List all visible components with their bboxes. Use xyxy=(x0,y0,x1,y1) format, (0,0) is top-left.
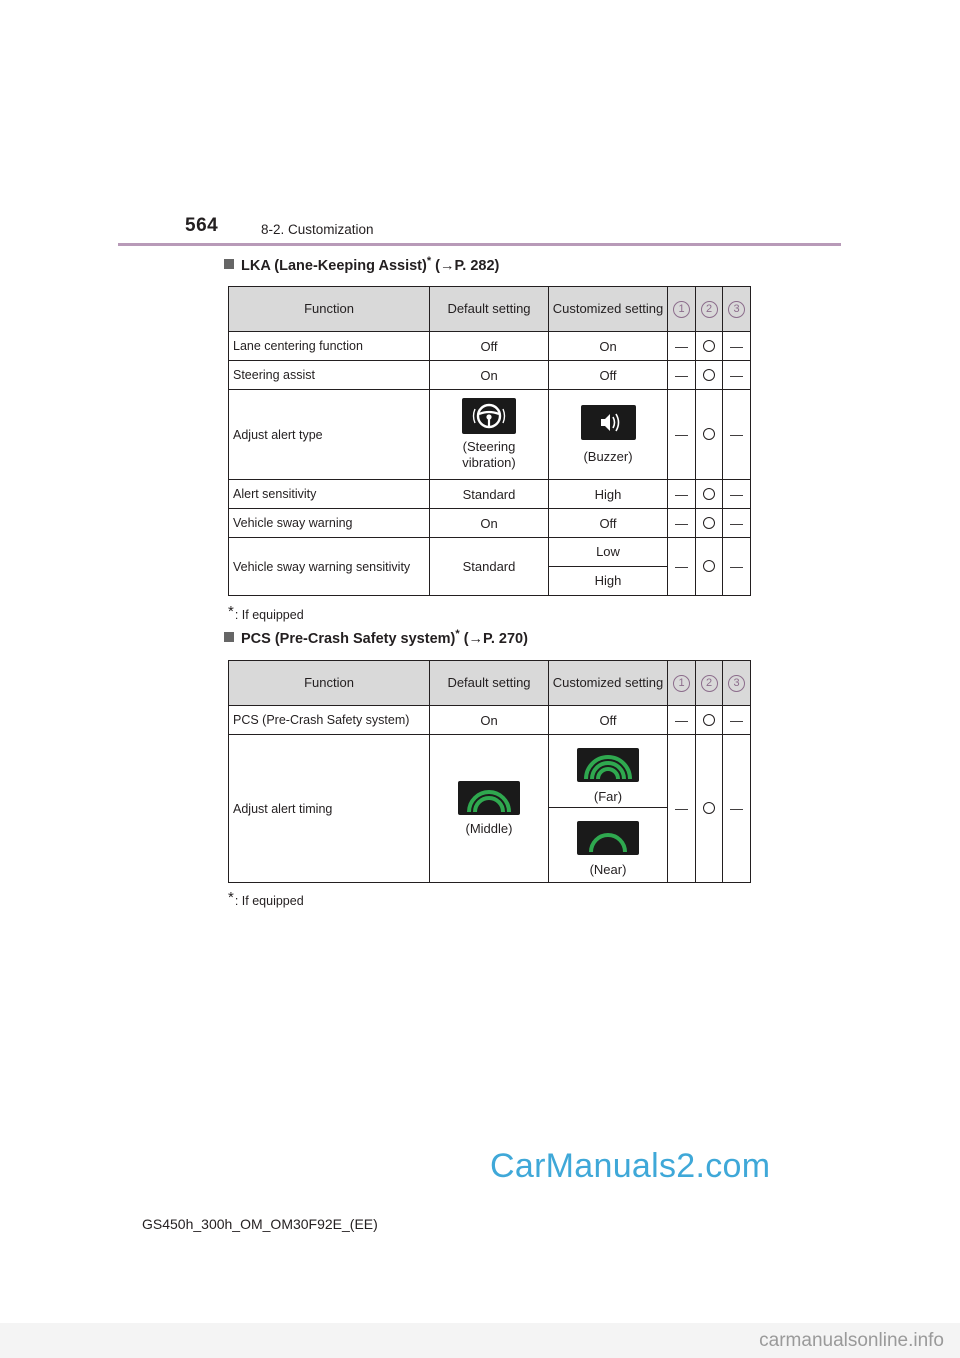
col-3 xyxy=(723,661,751,706)
cell-custom: High xyxy=(549,480,668,509)
near-caption: (Near) xyxy=(589,862,627,877)
number-3-icon: 3 xyxy=(728,675,745,692)
number-1-icon: 1 xyxy=(673,675,690,692)
circle-mark-icon xyxy=(703,340,715,352)
cell-default xyxy=(430,390,549,480)
lka-footnote xyxy=(228,603,304,622)
cell-default: Standard xyxy=(430,538,549,596)
cell-default: On xyxy=(430,706,549,735)
table-row xyxy=(229,390,751,480)
cell-c2 xyxy=(696,538,723,596)
buzzer-icon xyxy=(581,405,636,440)
col-default: Default setting xyxy=(430,287,549,332)
cell-default: Off xyxy=(430,332,549,361)
cell-c3: — xyxy=(723,390,751,480)
cell-c3: — xyxy=(723,509,751,538)
circle-mark-icon xyxy=(703,488,715,500)
site-strip-text: carmanualsonline.info xyxy=(759,1330,944,1351)
circle-mark-icon xyxy=(703,714,715,726)
lka-page-ref[interactable]: (→P. 282) xyxy=(435,257,500,274)
steering-wheel-icon xyxy=(462,398,516,434)
cell-c1: — xyxy=(668,390,696,480)
pcs-footnote xyxy=(228,889,304,908)
cell-c2 xyxy=(696,390,723,480)
cell-c2 xyxy=(696,332,723,361)
cell-custom: Off xyxy=(549,361,668,390)
table-row xyxy=(229,332,751,361)
lka-title: LKA (Lane-Keeping Assist) xyxy=(241,257,427,274)
cell-c3: — xyxy=(723,706,751,735)
cell-default: On xyxy=(430,361,549,390)
table-row xyxy=(229,538,751,596)
asterisk: * xyxy=(426,255,432,267)
custom-option-far xyxy=(549,735,667,808)
bullet-square-icon xyxy=(224,259,234,269)
cell-custom xyxy=(549,538,668,596)
cell-function: Lane centering function xyxy=(229,332,430,361)
cell-custom: On xyxy=(549,332,668,361)
cell-default: On xyxy=(430,509,549,538)
table-header-row xyxy=(229,287,751,332)
page-number: 564 xyxy=(185,215,219,236)
cell-default xyxy=(430,735,549,883)
lka-table xyxy=(228,286,751,596)
circle-mark-icon xyxy=(703,802,715,814)
pcs-table xyxy=(228,660,751,883)
cell-function: Vehicle sway warning xyxy=(229,509,430,538)
number-3-icon: 3 xyxy=(728,301,745,318)
asterisk: * xyxy=(455,628,460,640)
circle-mark-icon xyxy=(703,369,715,381)
header-rule xyxy=(118,243,841,246)
cell-function: Vehicle sway warning sensitivity xyxy=(229,538,430,596)
cell-c1: — xyxy=(668,480,696,509)
cell-c1: — xyxy=(668,735,696,883)
table-row xyxy=(229,735,751,883)
col-3 xyxy=(723,287,751,332)
cell-c1: — xyxy=(668,361,696,390)
col-2 xyxy=(696,287,723,332)
pcs-footnote-text: : If equipped xyxy=(234,894,304,908)
far-caption: (Far) xyxy=(593,789,623,804)
lka-footnote-text: : If equipped xyxy=(234,608,304,622)
alert-timing-far-icon xyxy=(577,748,639,782)
cell-function: Steering assist xyxy=(229,361,430,390)
col-custom: Customized setting xyxy=(549,287,668,332)
cell-function: Alert sensitivity xyxy=(229,480,430,509)
custom-option-high: High xyxy=(594,573,622,588)
cell-c2 xyxy=(696,706,723,735)
steering-caption: (Steering vibration) xyxy=(462,439,516,470)
cell-c3: — xyxy=(723,361,751,390)
circle-mark-icon xyxy=(703,428,715,440)
col-2 xyxy=(696,661,723,706)
number-2-icon: 2 xyxy=(701,301,718,318)
cell-c3: — xyxy=(723,480,751,509)
cell-c2 xyxy=(696,480,723,509)
col-custom: Customized setting xyxy=(549,661,668,706)
alert-timing-near-icon xyxy=(577,821,639,855)
watermark-logo: CarManuals2.com xyxy=(490,1147,771,1185)
cell-c2 xyxy=(696,735,723,883)
table-row xyxy=(229,480,751,509)
col-function: Function xyxy=(229,661,430,706)
cell-c3: — xyxy=(723,735,751,883)
circle-mark-icon xyxy=(703,517,715,529)
pcs-heading xyxy=(224,628,528,647)
cell-c1: — xyxy=(668,538,696,596)
cell-c3: — xyxy=(723,332,751,361)
cell-custom: Off xyxy=(549,706,668,735)
cell-function: Adjust alert timing xyxy=(229,735,430,883)
cell-custom: Off xyxy=(549,509,668,538)
pcs-page-ref[interactable]: (→P. 270) xyxy=(463,630,528,647)
custom-option-near xyxy=(549,808,667,882)
alert-timing-middle-icon xyxy=(458,781,520,815)
section-title: 8-2. Customization xyxy=(261,222,374,237)
cell-c2 xyxy=(696,361,723,390)
col-1 xyxy=(668,661,696,706)
buzzer-caption: (Buzzer) xyxy=(583,448,633,464)
number-2-icon: 2 xyxy=(701,675,718,692)
cell-function: Adjust alert type xyxy=(229,390,430,480)
lka-heading xyxy=(224,255,499,274)
circle-mark-icon xyxy=(703,560,715,572)
middle-caption: (Middle) xyxy=(465,820,513,836)
custom-option-low: Low xyxy=(549,538,667,567)
table-header-row xyxy=(229,661,751,706)
col-function: Function xyxy=(229,287,430,332)
table-row xyxy=(229,706,751,735)
table-row xyxy=(229,509,751,538)
cell-c2 xyxy=(696,509,723,538)
cell-c1: — xyxy=(668,706,696,735)
cell-custom xyxy=(549,735,668,883)
bullet-square-icon xyxy=(224,632,234,642)
asterisk: * xyxy=(228,889,234,906)
table-row xyxy=(229,361,751,390)
asterisk: * xyxy=(228,603,234,620)
col-1 xyxy=(668,287,696,332)
site-strip xyxy=(0,1323,960,1358)
pcs-title: PCS (Pre-Crash Safety system) xyxy=(241,630,456,647)
number-1-icon: 1 xyxy=(673,301,690,318)
col-default: Default setting xyxy=(430,661,549,706)
cell-c3: — xyxy=(723,538,751,596)
document-code: GS450h_300h_OM_OM30F92E_(EE) xyxy=(142,1216,378,1232)
cell-function: PCS (Pre-Crash Safety system) xyxy=(229,706,430,735)
cell-default: Standard xyxy=(430,480,549,509)
cell-c1: — xyxy=(668,509,696,538)
cell-c1: — xyxy=(668,332,696,361)
cell-custom xyxy=(549,390,668,480)
